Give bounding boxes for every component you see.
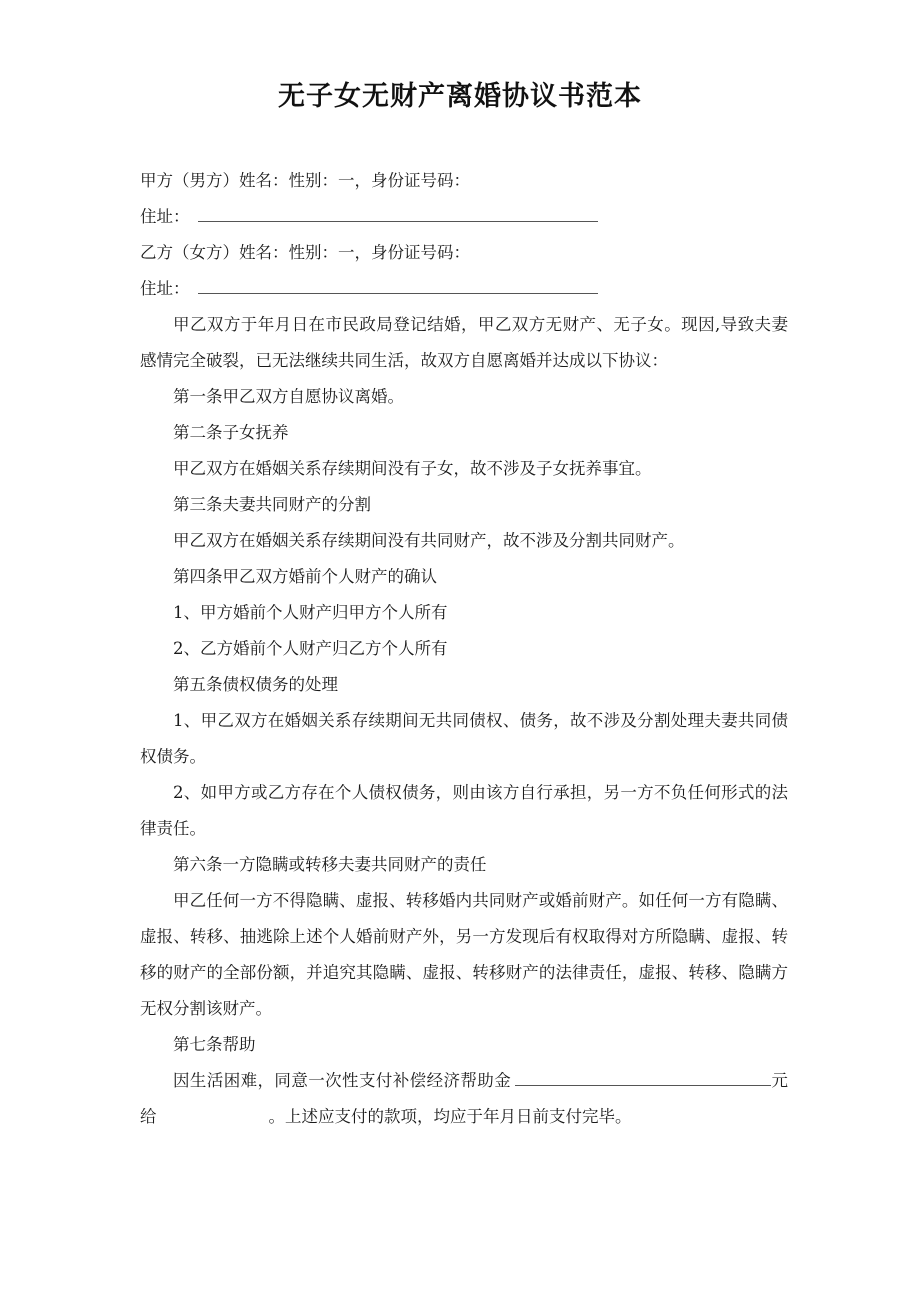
party-a-address-input[interactable] [198,206,598,222]
article-6-paragraph-1: 甲乙任何一方不得隐瞒、虚报、转移婚内共同财产或婚前财产。如任何一方有隐瞒、虚报、转移、抽逃除上述个人婚前财产外，另一方发现后有权取得对方所隐瞒、虚报、转移的财产的全部份额，并追究其隐瞒、虚报、转移财产的法律责任，虚报、转移、隐瞒方无权分割该财产。 [140,891,788,1018]
party-b-address-row [140,271,788,307]
party-b-address-input[interactable] [198,278,598,294]
article-5-heading: 第五条债权债务的处理 [173,675,338,694]
article-4-heading: 第四条甲乙双方婚前个人财产的确认 [173,567,437,586]
page-title: 无子女无财产离婚协议书范本 [278,81,642,112]
preamble-paragraph: 甲乙双方于年月日在市民政局登记结婚，甲乙双方无财产、无子女。现因,导致夫妻感情完全破裂，已无法继续共同生活，故双方自愿离婚并达成以下协议： [140,315,788,370]
party-b-line: 乙方（女方）姓名：性别：一，身份证号码： [140,243,470,262]
aid-clause-text-after: 。上述应支付的款项，均应于年月日前支付完毕。 [268,1107,632,1126]
article-2-heading: 第二条子女抚养 [173,423,289,442]
article-1-heading: 第一条甲乙双方自愿协议离婚。 [173,387,404,406]
party-a-address-group [140,199,788,235]
aid-clause-text-before: 因生活困难，同意一次性支付补偿经济帮助金 [173,1071,512,1090]
aid-amount-input[interactable] [515,1070,771,1086]
party-a-address-row [140,199,788,235]
party-a-address-label: 住址： [140,207,190,226]
article-3-paragraph-1: 甲乙双方在婚姻关系存续期间没有共同财产，故不涉及分割共同财产。 [173,531,685,550]
article-3-heading: 第三条夫妻共同财产的分割 [173,495,371,514]
article-4-item-1: 1、甲方婚前个人财产归甲方个人所有 [173,603,448,622]
article-7-aid-clause [140,1063,788,1135]
article-2-paragraph-1: 甲乙双方在婚姻关系存续期间没有子女，故不涉及子女抚养事宜。 [173,459,652,478]
article-6-heading: 第六条一方隐瞒或转移夫妻共同财产的责任 [173,855,487,874]
party-a-line: 甲方（男方）姓名：性别：一，身份证号码： [140,171,470,190]
document-body [140,163,788,1135]
article-4-item-2: 2、乙方婚前个人财产归乙方个人所有 [173,639,448,658]
aid-clause-recipient-prefix: 元给 [140,1071,789,1126]
party-b-address-label: 住址： [140,279,190,298]
article-7-heading: 第七条帮助 [173,1035,256,1054]
article-5-item-1: 1、甲乙双方在婚姻关系存续期间无共同债权、债务，故不涉及分割处理夫妻共同债权债务。 [140,711,788,766]
party-b-address-group [140,271,788,307]
article-5-item-2: 2、如甲方或乙方存在个人债权债务，则由该方自行承担，另一方不负任何形式的法律责任。 [140,783,788,838]
